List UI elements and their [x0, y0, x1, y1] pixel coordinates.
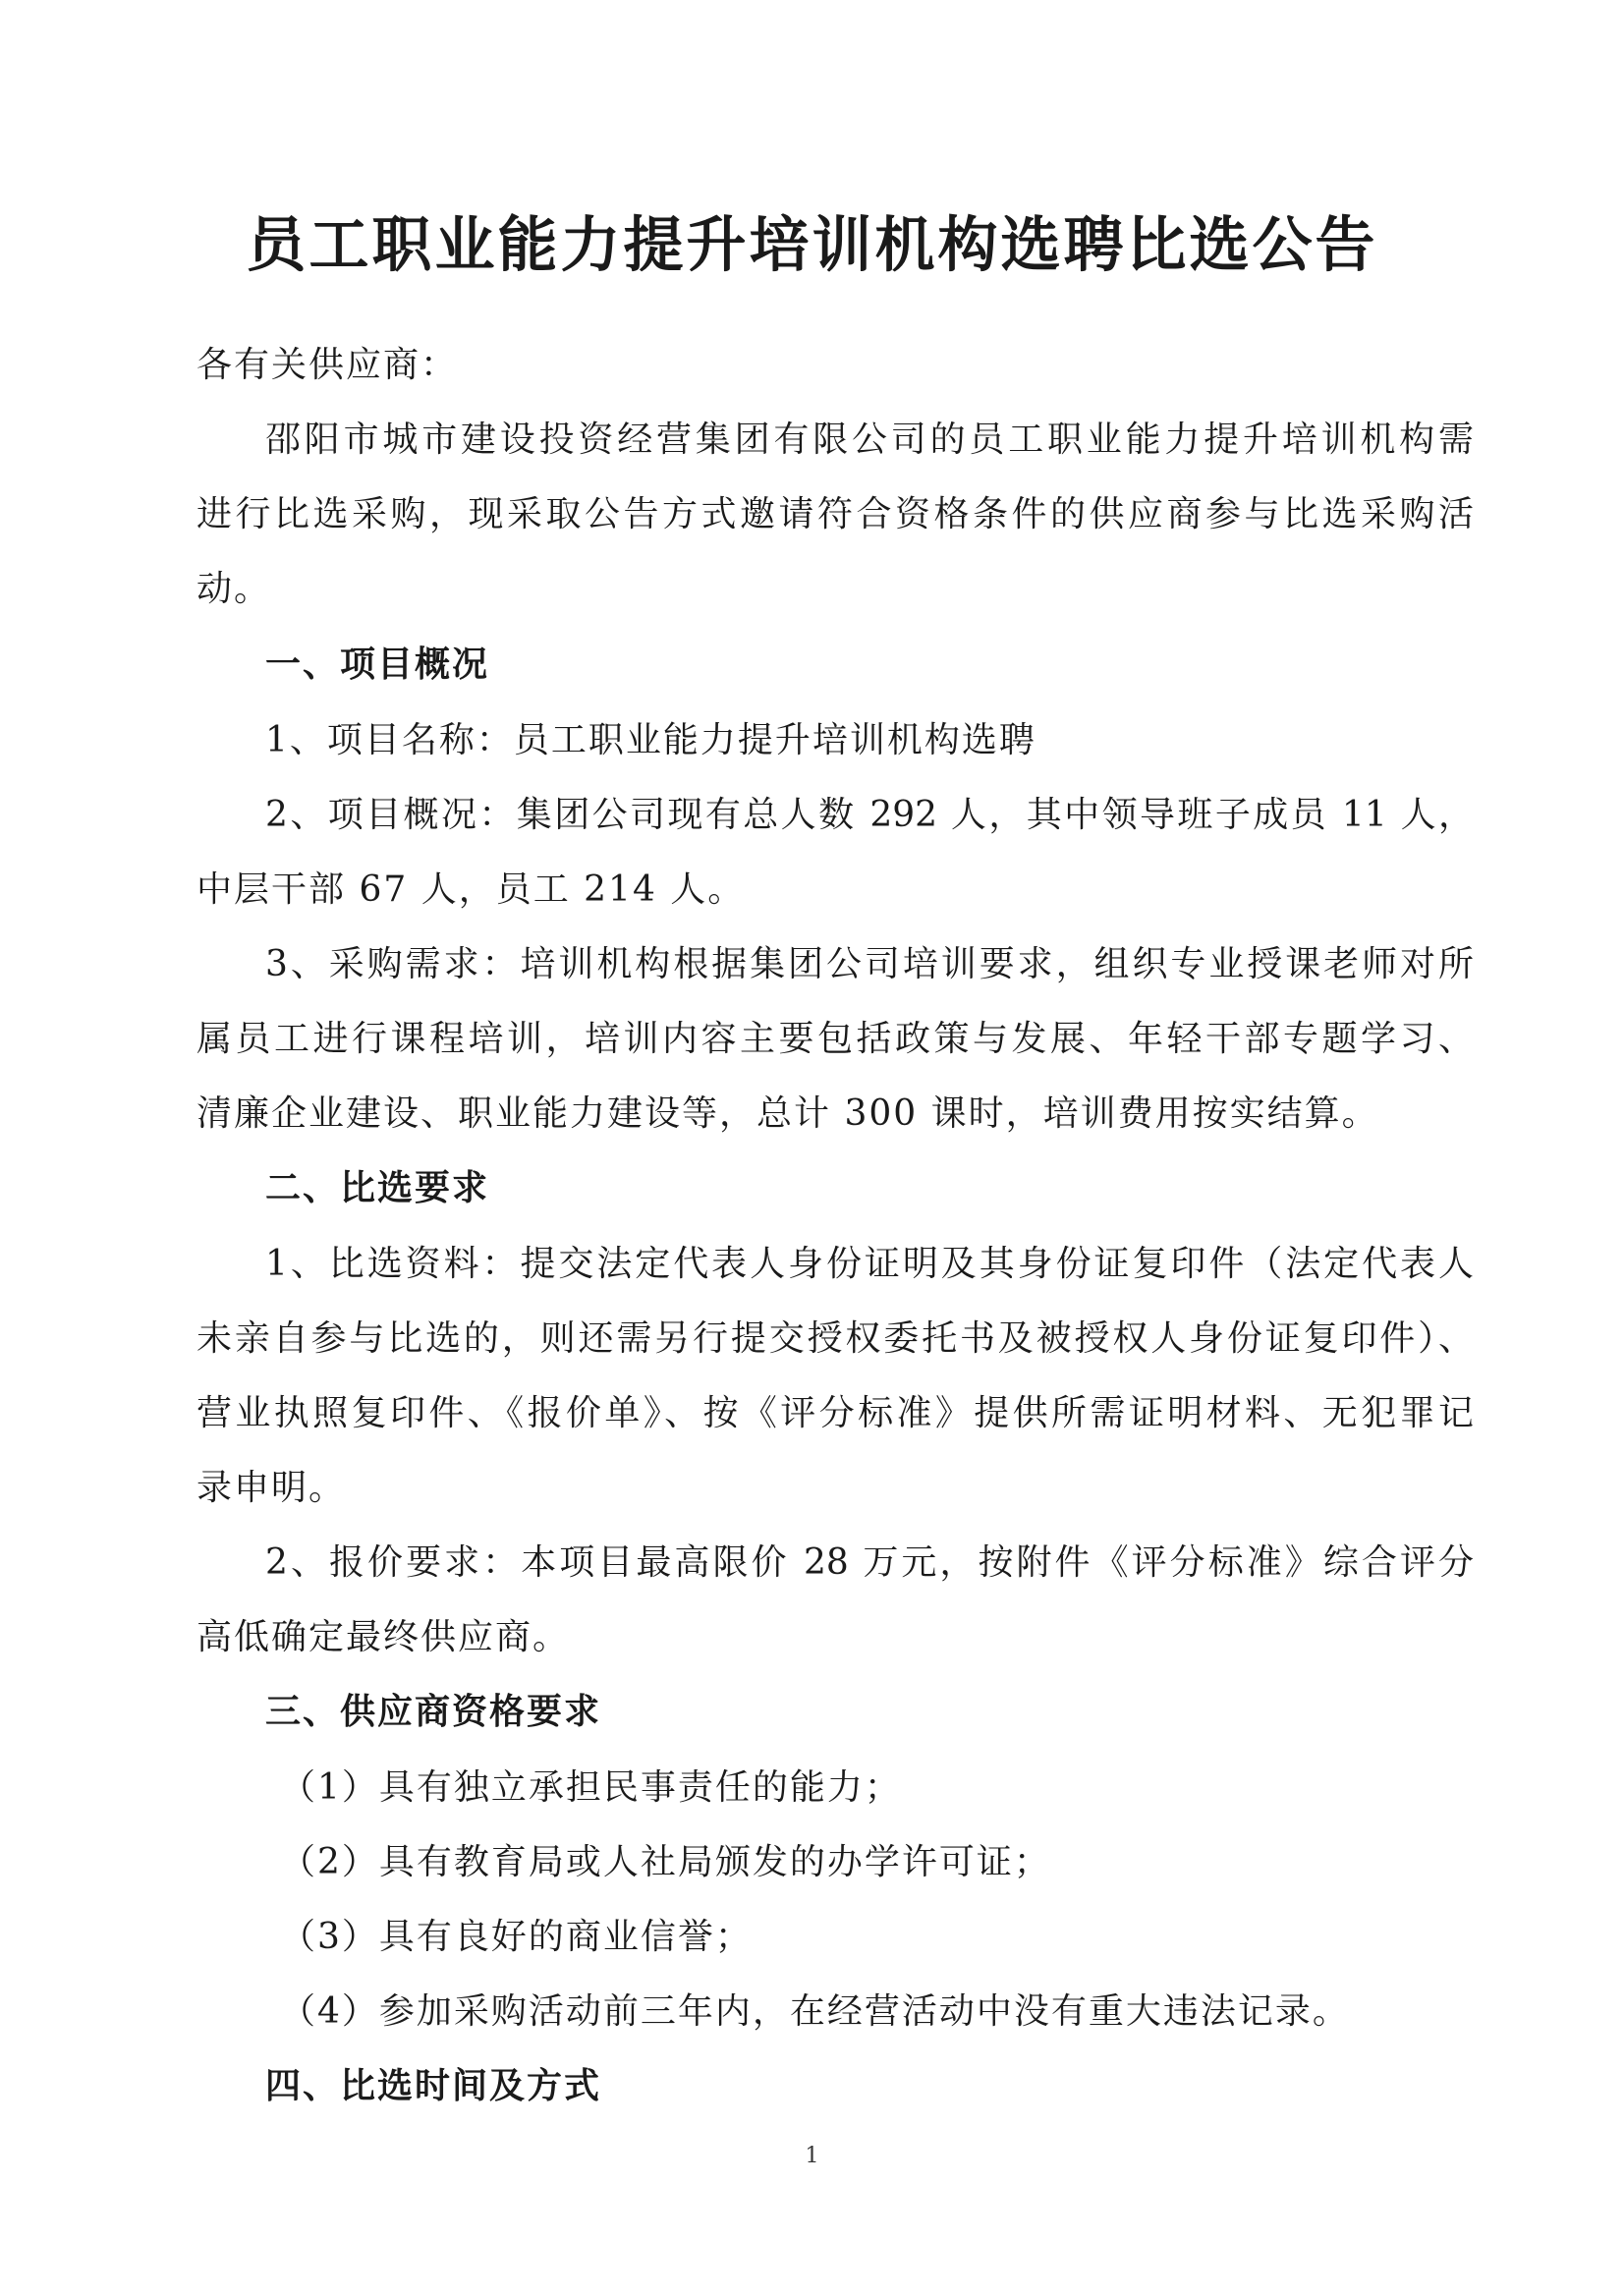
project-overview-line-2: 中层干部 67 人，员工 214 人。	[196, 869, 746, 910]
procurement-need-line-1: 3、采购需求：培训机构根据集团公司培训要求，组织专业授课老师对所	[265, 944, 1474, 984]
project-overview-line-1: 2、项目概况：集团公司现有总人数 292 人，其中领导班子成员 11 人，	[265, 795, 1474, 835]
materials-line-3: 营业执照复印件、《报价单》、按《评分标准》提供所需证明材料、无犯罪记	[196, 1393, 1474, 1433]
qualification-item: （2）具有教育局或人社局颁发的办学许可证；	[280, 1842, 1051, 1882]
section-heading-4: 四、比选时间及方式	[265, 2066, 602, 2106]
intro-line-2: 进行比选采购，现采取公告方式邀请符合资格条件的供应商参与比选采购活	[196, 494, 1474, 534]
materials-line-1: 1、比选资料：提交法定代表人身份证明及其身份证复印件（法定代表人	[265, 1244, 1474, 1284]
intro-line-3: 动。	[196, 569, 272, 609]
page-number: 1	[805, 2144, 819, 2168]
qualification-item: （1）具有独立承担民事责任的能力；	[280, 1767, 902, 1808]
materials-line-2: 未亲自参与比选的，则还需另行提交授权委托书及被授权人身份证复印件）、	[196, 1318, 1474, 1359]
document-title: 员工职业能力提升培训机构选聘比选公告	[246, 210, 1378, 280]
section-heading-1: 一、项目概况	[265, 644, 490, 685]
section-heading-3: 三、供应商资格要求	[265, 1692, 602, 1732]
salutation: 各有关供应商：	[196, 345, 459, 385]
materials-line-4: 录申明。	[196, 1468, 347, 1508]
section-heading-2: 二、比选要求	[265, 1168, 490, 1208]
intro-line-1: 邵阳市城市建设投资经营集团有限公司的员工职业能力提升培训机构需	[265, 420, 1474, 460]
procurement-need-line-2: 属员工进行课程培训，培训内容主要包括政策与发展、年轻干部专题学习、	[196, 1019, 1474, 1059]
project-name-item: 1、项目名称：员工职业能力提升培训机构选聘	[265, 720, 1036, 760]
qualification-item: （3）具有良好的商业信誉；	[280, 1917, 753, 1957]
procurement-need-line-3: 清廉企业建设、职业能力建设等，总计 300 课时，培训费用按实结算。	[196, 1093, 1379, 1134]
qualification-item: （4）参加采购活动前三年内，在经营活动中没有重大违法记录。	[280, 1991, 1350, 2032]
quote-requirement-line-2: 高低确定最终供应商。	[196, 1617, 571, 1657]
quote-requirement-line-1: 2、报价要求：本项目最高限价 28 万元，按附件《评分标准》综合评分	[265, 1542, 1474, 1583]
